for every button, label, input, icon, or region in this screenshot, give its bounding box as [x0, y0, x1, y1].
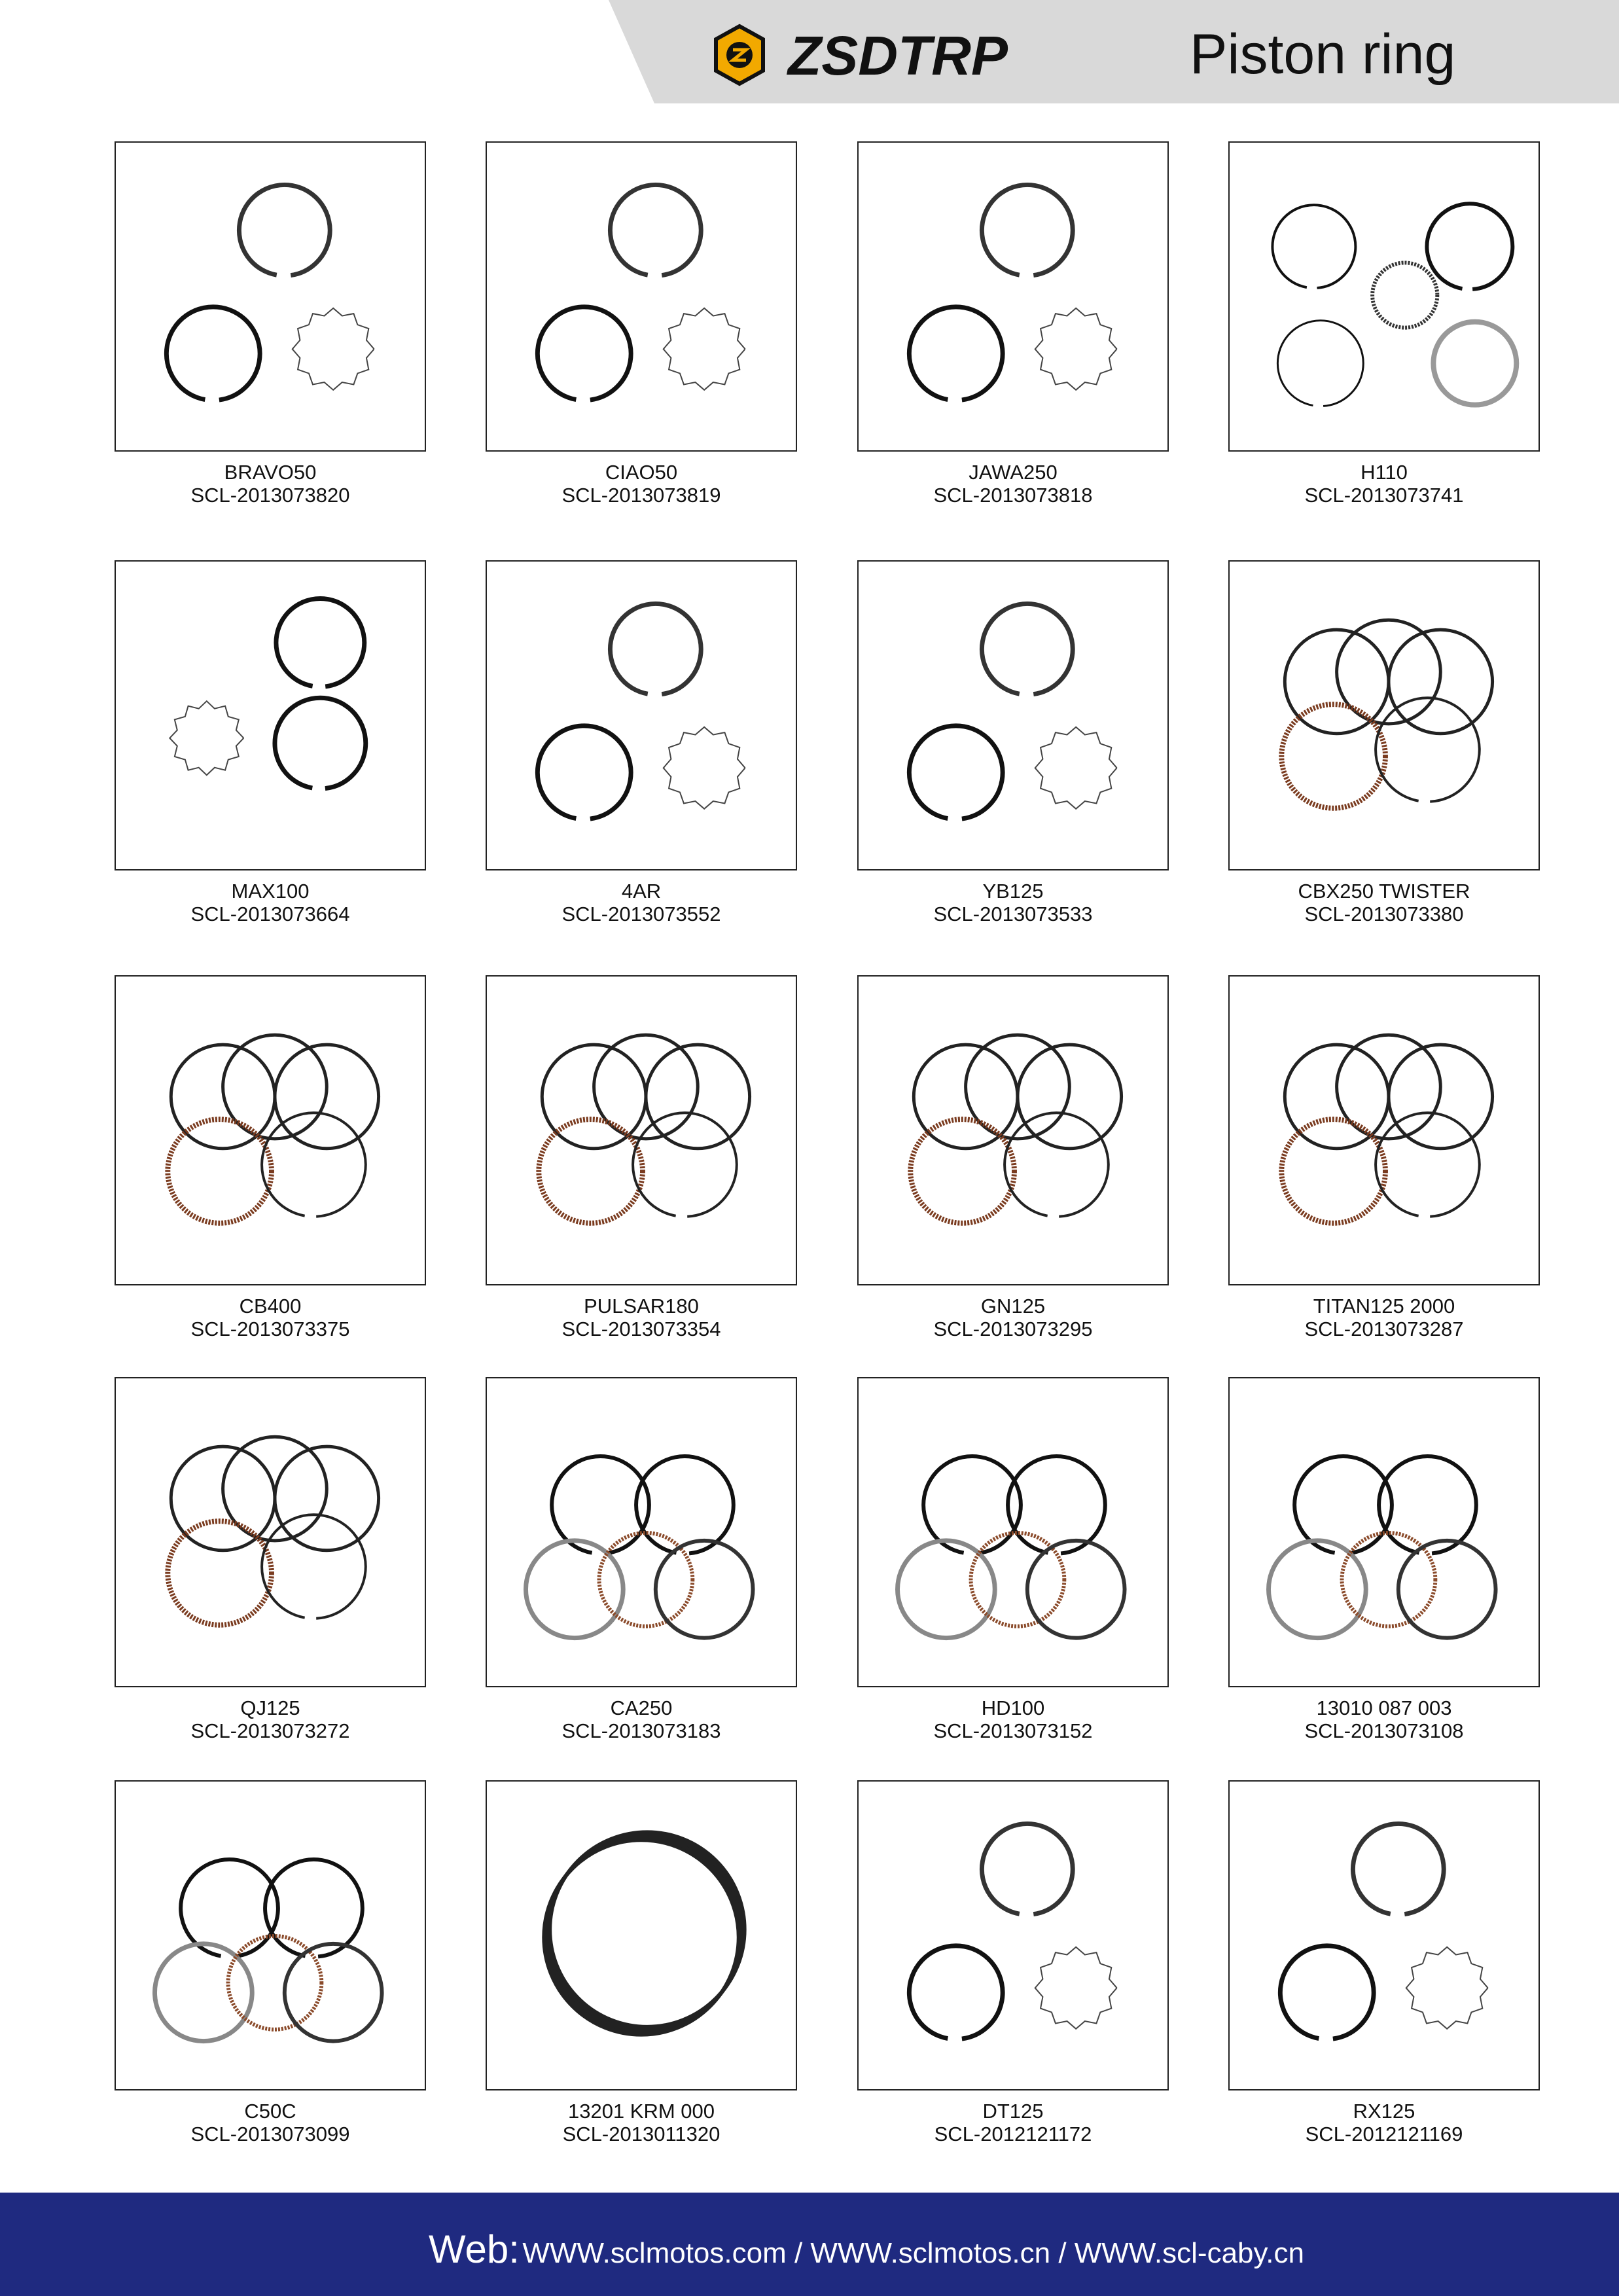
- piston-ring-set-image: [859, 143, 1167, 450]
- product-code: SCL-2013073818: [933, 484, 1093, 507]
- top-compression-ring: [974, 1816, 1080, 1922]
- piston-ring-set-image: [116, 562, 425, 869]
- product-image-frame[interactable]: [115, 560, 426, 870]
- product-name: JAWA250: [969, 461, 1058, 484]
- product-code: SCL-2013073664: [190, 903, 350, 925]
- product-image-frame[interactable]: [1228, 1377, 1540, 1687]
- product-code: SCL-2013073272: [190, 1719, 350, 1742]
- product-item[interactable]: [115, 1780, 426, 2145]
- product-item[interactable]: [1228, 141, 1540, 507]
- product-name: 4AR: [621, 880, 662, 903]
- brand-logo: [713, 24, 1093, 99]
- product-caption: [115, 880, 426, 925]
- product-code: SCL-2013073287: [1304, 1318, 1464, 1340]
- product-name: MAX100: [231, 880, 310, 903]
- product-caption: [857, 1295, 1169, 1340]
- oil-ring-expander: [1035, 308, 1117, 390]
- second-compression-ring: [159, 300, 267, 408]
- product-image-frame[interactable]: [115, 1377, 426, 1687]
- product-item[interactable]: [486, 560, 797, 925]
- product-caption: [115, 1295, 426, 1340]
- top-compression-ring: [1345, 1816, 1451, 1922]
- footer-web: [429, 2227, 1304, 2272]
- second-compression-ring: [530, 300, 638, 408]
- product-code: SCL-2013073552: [561, 903, 721, 925]
- product-item[interactable]: [1228, 975, 1540, 1340]
- product-name: RX125: [1353, 2100, 1415, 2123]
- product-image-frame[interactable]: [857, 141, 1169, 452]
- product-name: H110: [1361, 461, 1408, 484]
- product-caption: [115, 2100, 426, 2145]
- product-caption: [1228, 1696, 1540, 1742]
- product-code: SCL-2013073380: [1304, 903, 1464, 925]
- product-caption: [486, 461, 797, 507]
- product-caption: [857, 880, 1169, 925]
- product-name: DT125: [982, 2100, 1044, 2123]
- product-name: GN125: [980, 1295, 1046, 1318]
- rail-right: [1398, 1541, 1496, 1638]
- product-image-frame[interactable]: [115, 141, 426, 452]
- piston-ring-set-image: [116, 1378, 425, 1686]
- stack-ring-4: [550, 1832, 744, 2026]
- product-image-frame[interactable]: [857, 1780, 1169, 2090]
- rail-right: [1027, 1541, 1125, 1638]
- piston-ring-set-image: [116, 143, 425, 450]
- product-image-frame[interactable]: [857, 560, 1169, 870]
- oil-ring-expander: [1035, 1947, 1117, 2029]
- piston-ring-set-image: [487, 977, 796, 1284]
- product-name: YB125: [982, 880, 1044, 903]
- product-code: SCL-2012121169: [1305, 2123, 1463, 2145]
- top-compression-ring: [974, 177, 1080, 283]
- product-item[interactable]: [857, 1780, 1169, 2145]
- piston-ring-set-image: [1230, 562, 1539, 869]
- product-code: SCL-2013073741: [1304, 484, 1464, 507]
- product-code: SCL-2013073108: [1304, 1719, 1464, 1742]
- product-name: CA250: [610, 1696, 673, 1719]
- second-compression-ring: [902, 719, 1010, 827]
- piston-ring-set-image: [487, 562, 796, 869]
- oil-ring-expander: [293, 308, 374, 390]
- footer-web-links[interactable]: WWW.sclmotos.com / WWW.sclmotos.cn / WWW.scl-caby.cn: [522, 2237, 1304, 2269]
- piston-ring-set-image: [1230, 977, 1539, 1284]
- piston-ring-set-image: [1230, 1782, 1539, 2089]
- second-compression-ring: [1273, 1939, 1381, 2047]
- product-image-frame[interactable]: [1228, 560, 1540, 870]
- brand-name: ZSDTRP: [788, 25, 1008, 86]
- top-compression-ring: [603, 596, 708, 702]
- product-caption: [857, 461, 1169, 507]
- ring-3: [1372, 262, 1437, 327]
- product-item[interactable]: [857, 560, 1169, 925]
- product-image-frame[interactable]: [857, 975, 1169, 1285]
- piston-ring-set-image: [1230, 143, 1539, 450]
- rail-left: [526, 1541, 624, 1638]
- footer-bar: [0, 2193, 1619, 2296]
- product-name: 13010 087 003: [1316, 1696, 1452, 1719]
- rail-right: [656, 1541, 753, 1638]
- product-item[interactable]: [486, 975, 797, 1340]
- second-ring: [268, 691, 373, 796]
- second-compression-ring: [902, 1939, 1010, 2047]
- product-code: SCL-2012121172: [934, 2123, 1092, 2145]
- piston-ring-set-image: [859, 562, 1167, 869]
- ring-4: [1271, 314, 1370, 413]
- product-code: SCL-2013073099: [190, 2123, 350, 2145]
- product-code: SCL-2013073533: [933, 903, 1093, 925]
- product-image-frame[interactable]: [486, 141, 797, 452]
- product-caption: [1228, 2100, 1540, 2145]
- product-image-frame[interactable]: [115, 1780, 426, 2090]
- piston-ring-set-image: [116, 1782, 425, 2089]
- product-caption: [486, 2100, 797, 2145]
- piston-ring-set-image: [487, 143, 796, 450]
- product-item[interactable]: [1228, 560, 1540, 925]
- top-compression-ring: [232, 177, 337, 283]
- product-image-frame[interactable]: [1228, 975, 1540, 1285]
- oil-ring-expander: [1406, 1947, 1488, 2029]
- piston-ring-set-image: [859, 1782, 1167, 2089]
- product-code: SCL-2013073295: [933, 1318, 1093, 1340]
- product-image-frame[interactable]: [486, 1377, 797, 1687]
- product-item[interactable]: [857, 975, 1169, 1340]
- ring-5: [1433, 322, 1516, 405]
- product-item[interactable]: [1228, 1780, 1540, 2145]
- ring-1: [1266, 198, 1362, 295]
- page-title: Piston ring: [1190, 23, 1456, 86]
- product-item[interactable]: [486, 1377, 797, 1742]
- product-image-frame[interactable]: [1228, 1780, 1540, 2090]
- product-name: QJ125: [240, 1696, 300, 1719]
- product-image-frame[interactable]: [857, 1377, 1169, 1687]
- product-code: SCL-2013011320: [562, 2123, 721, 2145]
- piston-ring-set-image: [1230, 1378, 1539, 1686]
- product-code: SCL-2013073819: [561, 484, 721, 507]
- product-image-frame[interactable]: [1228, 141, 1540, 452]
- product-item[interactable]: [857, 141, 1169, 507]
- oil-ring-expander: [664, 727, 745, 809]
- product-caption: [486, 1295, 797, 1340]
- product-caption: [857, 2100, 1169, 2145]
- product-item[interactable]: [1228, 1377, 1540, 1742]
- product-code: SCL-2013073152: [933, 1719, 1093, 1742]
- oil-ring-expander: [169, 701, 243, 775]
- product-name: HD100: [981, 1696, 1045, 1719]
- top-compression-ring: [603, 177, 708, 283]
- product-caption: [1228, 880, 1540, 925]
- product-name: C50C: [244, 2100, 296, 2123]
- piston-ring-set-image: [487, 1378, 796, 1686]
- oil-ring-expander: [664, 308, 745, 390]
- product-code: SCL-2013073354: [561, 1318, 721, 1340]
- product-name: CIAO50: [605, 461, 678, 484]
- oil-ring-expander: [1035, 727, 1117, 809]
- product-image-frame[interactable]: [486, 560, 797, 870]
- product-item[interactable]: [115, 141, 426, 507]
- top-ring: [269, 592, 371, 694]
- rail-left: [1269, 1541, 1366, 1638]
- rail-right: [285, 1944, 382, 2041]
- piston-ring-set-image: [859, 977, 1167, 1284]
- product-name: CBX250 TWISTER: [1298, 880, 1470, 903]
- product-item[interactable]: [486, 1780, 797, 2145]
- product-code: SCL-2013073375: [190, 1318, 350, 1340]
- product-caption: [115, 461, 426, 507]
- product-name: PULSAR180: [584, 1295, 699, 1318]
- product-item[interactable]: [115, 560, 426, 925]
- product-item[interactable]: [486, 141, 797, 507]
- product-name: TITAN125 2000: [1313, 1295, 1455, 1318]
- product-name: CB400: [239, 1295, 302, 1318]
- product-item[interactable]: [115, 1377, 426, 1742]
- product-image-frame[interactable]: [115, 975, 426, 1285]
- second-compression-ring: [902, 300, 1010, 408]
- footer-web-label: Web:: [429, 2227, 520, 2271]
- product-image-frame[interactable]: [486, 975, 797, 1285]
- product-code: SCL-2013073820: [190, 484, 350, 507]
- rail-left: [155, 1944, 253, 2041]
- product-code: SCL-2013073183: [561, 1719, 721, 1742]
- rail-left: [898, 1541, 995, 1638]
- piston-ring-set-image: [116, 977, 425, 1284]
- product-image-frame[interactable]: [486, 1780, 797, 2090]
- product-name: BRAVO50: [224, 461, 317, 484]
- product-item[interactable]: [115, 975, 426, 1340]
- product-caption: [1228, 1295, 1540, 1340]
- piston-ring-set-image: [859, 1378, 1167, 1686]
- top-compression-ring: [974, 596, 1080, 702]
- product-item[interactable]: [857, 1377, 1169, 1742]
- product-name: 13201 KRM 000: [567, 2100, 715, 2123]
- product-caption: [486, 1696, 797, 1742]
- product-caption: [486, 880, 797, 925]
- product-caption: [857, 1696, 1169, 1742]
- product-caption: [115, 1696, 426, 1742]
- second-compression-ring: [530, 719, 638, 827]
- piston-ring-set-image: [487, 1782, 796, 2089]
- product-caption: [1228, 461, 1540, 507]
